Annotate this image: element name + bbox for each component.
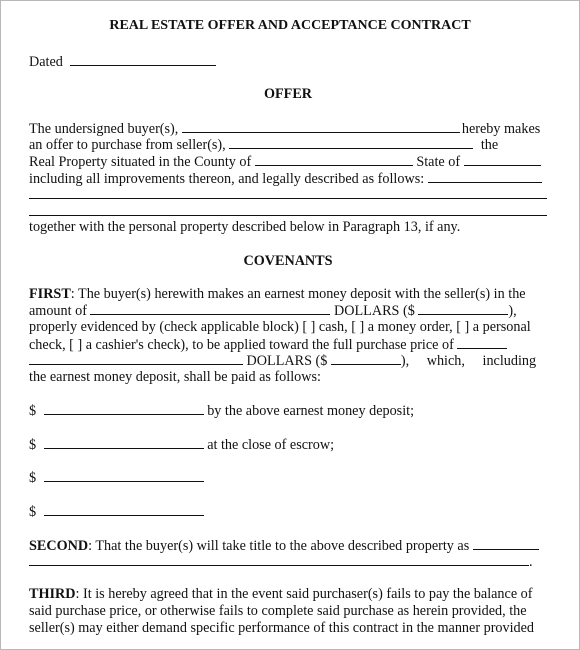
dated-line xyxy=(29,53,216,70)
payment-text: by the above earnest money deposit; xyxy=(207,403,415,419)
first-text: DOLLARS ($ xyxy=(246,353,328,369)
deposit-amount-words-field[interactable] xyxy=(90,302,330,315)
first-text: ), xyxy=(400,353,410,369)
offer-heading: OFFER xyxy=(263,86,313,102)
deposit-amount-field[interactable] xyxy=(418,302,508,315)
first-text: amount of xyxy=(29,303,87,319)
purchase-price-words-field[interactable] xyxy=(457,336,507,349)
legal-description-field[interactable] xyxy=(428,170,542,183)
first-text: DOLLARS ($ xyxy=(334,303,415,319)
first-text: check, [ ] a cashier's check), to be applied toward the full purchase price of xyxy=(29,337,454,353)
offer-line-5: together with the personal property described below in Paragraph 13, if any. xyxy=(29,219,461,235)
covenants-heading: COVENANTS xyxy=(243,253,333,269)
second-text: . xyxy=(529,554,533,570)
second-line-2 xyxy=(29,553,533,570)
county-field[interactable] xyxy=(255,153,413,166)
offer-text: hereby makes xyxy=(461,121,541,137)
purchase-price-words-field-2[interactable] xyxy=(29,352,243,365)
legal-description-line-3[interactable] xyxy=(29,215,547,216)
first-line-2 xyxy=(29,302,517,319)
dollar-sign: $ xyxy=(29,470,37,486)
dollar-sign: $ xyxy=(29,403,37,419)
payment-line xyxy=(29,436,334,453)
first-text: : The buyer(s) herewith makes an earnest money deposit with the seller(s) in the xyxy=(70,286,526,302)
purchase-price-field[interactable] xyxy=(331,352,401,365)
buyer-name-field[interactable] xyxy=(182,120,460,133)
offer-line-2 xyxy=(29,136,498,153)
first-line-3: properly evidenced by (check applicable block) [ ] cash, [ ] a money order, [ ] a personal xyxy=(29,319,531,335)
offer-text: an offer to purchase from seller(s), xyxy=(29,137,226,153)
payment-amount-field[interactable] xyxy=(44,503,204,516)
payment-line xyxy=(29,503,204,520)
first-text: which, xyxy=(426,353,465,369)
offer-line-1 xyxy=(29,120,540,137)
dated-field[interactable] xyxy=(70,53,216,66)
payment-amount-field[interactable] xyxy=(44,469,204,482)
third-line-2: said purchase price, or otherwise fails to complete said purchase as herein provided, the xyxy=(29,603,527,619)
dollar-sign: $ xyxy=(29,504,37,520)
dated-label: Dated xyxy=(29,54,63,70)
offer-line-4 xyxy=(29,170,542,187)
offer-text: the xyxy=(480,137,499,153)
payment-line xyxy=(29,469,204,486)
title-vesting-field-2[interactable] xyxy=(29,553,529,566)
document-title: REAL ESTATE OFFER AND ACCEPTANCE CONTRACT xyxy=(109,18,471,33)
state-field[interactable] xyxy=(464,153,541,166)
first-line-1 xyxy=(29,286,526,302)
offer-text: Real Property situated in the County of xyxy=(29,154,252,170)
first-line-5 xyxy=(29,352,547,369)
offer-text: including all improvements thereon, and legally described as follows: xyxy=(29,171,425,187)
payment-amount-field[interactable] xyxy=(44,402,204,415)
title-vesting-field[interactable] xyxy=(473,537,539,550)
first-text: including xyxy=(482,353,537,369)
second-line-1 xyxy=(29,537,539,554)
first-line-4 xyxy=(29,336,507,353)
third-line-3: seller(s) may either demand specific performance of this contract in the manner provided xyxy=(29,620,535,636)
payment-text: at the close of escrow; xyxy=(207,437,335,453)
second-label: SECOND xyxy=(29,538,89,554)
third-line-1 xyxy=(29,586,533,602)
dollar-sign: $ xyxy=(29,437,37,453)
first-text: ), xyxy=(508,303,517,319)
first-line-6: the earnest money deposit, shall be paid as follows: xyxy=(29,369,321,385)
offer-text: The undersigned buyer(s), xyxy=(29,121,179,137)
payment-amount-field[interactable] xyxy=(44,436,204,449)
first-label: FIRST xyxy=(29,286,71,302)
legal-description-line-2[interactable] xyxy=(29,198,547,199)
offer-line-3 xyxy=(29,153,541,170)
seller-name-field[interactable] xyxy=(229,136,473,149)
third-label: THIRD xyxy=(29,586,76,602)
payment-line xyxy=(29,402,414,419)
second-text: : That the buyer(s) will take title to the above described property as xyxy=(88,538,470,554)
offer-text: State of xyxy=(416,154,461,170)
third-text: : It is hereby agreed that in the event said purchaser(s) fails to pay the balance of xyxy=(75,586,533,602)
